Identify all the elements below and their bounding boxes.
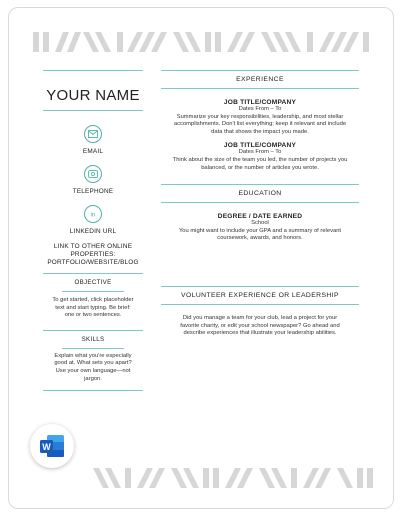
right-column [161,70,359,338]
experience-top-divider [161,70,359,71]
job1-line: accomplishments. Don't list everything; keep it relevant and include [173,121,347,128]
skills-line: good at. What sets you apart? [54,360,132,367]
skills-top-divider [43,330,143,331]
volunteer-line: describe experiences that illustrate your leadership abilities. [183,330,337,337]
skills-text[interactable] [43,353,143,383]
linkedin-icon [84,205,102,223]
job-entry-1 [161,99,359,136]
skills-line: jargon. [84,375,102,382]
objective-line: text and start typing. Be brief: [55,304,131,311]
svg-text:W: W [42,442,51,452]
job2-line: balanced, or the number of articles you wrote. [201,164,319,171]
skills-line: Use your own language—not [55,367,131,374]
job-entry-2 [161,142,359,172]
phone-icon [84,165,102,183]
job1-description[interactable] [161,114,359,137]
education-title[interactable]: EDUCATION [238,190,282,198]
volunteer-description[interactable] [161,315,359,338]
volunteer-bottom-divider [161,304,359,305]
online-properties-line1[interactable]: LINK TO OTHER ONLINE [53,243,133,250]
job2-dates[interactable]: Dates From – To [238,149,282,156]
job2-title[interactable]: JOB TITLE/COMPANY [223,142,297,150]
name-top-divider [43,70,143,71]
job2-line: Think about the size of the team you led, the number of projects you [172,156,348,163]
online-properties-block [43,243,143,267]
job1-line: data that shows the impact you made. [211,128,309,135]
volunteer-line: Did you manage a team for your club, lead a project for your [182,314,338,321]
email-label[interactable]: EMAIL [82,148,104,155]
word-app-icon [39,434,65,458]
objective-title[interactable]: OBJECTIVE [74,279,112,286]
online-properties-line2[interactable]: PROPERTIES: [70,251,116,258]
word-app-badge[interactable] [30,424,74,468]
name-heading[interactable]: YOUR NAME [46,87,140,104]
degree-title[interactable]: DEGREE / DATE EARNED [217,213,303,221]
experience-title[interactable]: EXPERIENCE [236,76,284,83]
linkedin-label[interactable]: LINKEDIN URL [69,228,117,235]
job1-title[interactable]: JOB TITLE/COMPANY [223,99,297,106]
telephone-block [43,165,143,195]
objective-text[interactable] [43,297,143,320]
name-bottom-divider [43,110,143,111]
job1-dates[interactable]: Dates From – To [238,106,282,112]
volunteer-line: favorite charity, or edit your school newspaper? Go ahead and [180,322,340,329]
volunteer-top-divider [161,286,359,287]
objective-line: To get started, click placeholder [52,297,134,303]
skills-line: Explain what you're especially [54,352,132,359]
objective-line: one or two sentences. [64,312,122,319]
online-properties-line3[interactable]: PORTFOLIO/WEBSITE/BLOG [47,259,139,266]
job1-line: Summarize your key responsibilities, leadership, and most stellar [176,113,344,120]
email-block [43,125,143,155]
education-bottom-divider [161,202,359,203]
top-pattern [33,30,373,54]
svg-text:in: in [90,211,96,218]
telephone-label[interactable]: TELEPHONE [72,188,114,195]
skills-bottom-divider [43,390,143,391]
skills-underline [62,348,124,349]
education-line: coursework, awards, and honors. [217,235,303,242]
envelope-icon [84,125,102,143]
volunteer-title[interactable]: VOLUNTEER EXPERIENCE OR LEADERSHIP [181,291,339,299]
objective-underline [62,291,124,292]
education-description[interactable] [161,228,359,243]
job2-description[interactable] [161,157,359,172]
education-line: You might want to include your GPA and a summary of relevant [178,227,342,234]
school-name[interactable]: School [251,220,269,227]
education-top-divider [161,184,359,185]
left-column [43,70,143,391]
experience-bottom-divider [161,88,359,89]
education-entry [161,213,359,243]
bottom-pattern [33,466,373,490]
skills-title[interactable]: SKILLS [81,335,105,343]
linkedin-block [43,205,143,235]
objective-top-divider [43,273,143,274]
